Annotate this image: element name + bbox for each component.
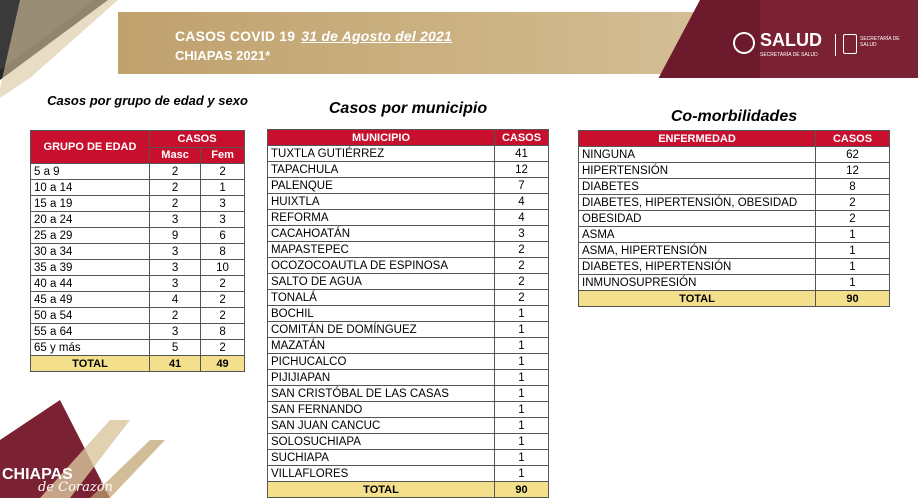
edad-fem-cell: 2 (201, 292, 245, 308)
table-row (579, 259, 890, 275)
comorbilidades-total-label: TOTAL (579, 291, 816, 307)
edad-group-cell: 15 a 19 (31, 196, 150, 212)
edad-fem-cell: 3 (201, 196, 245, 212)
comorbilidad-casos-cell: 62 (816, 147, 890, 163)
municipio-casos-cell: 2 (495, 242, 549, 258)
municipio-casos-cell: 1 (495, 466, 549, 482)
title-prefix: CASOS COVID 19 (175, 28, 296, 44)
table-row (31, 324, 245, 340)
chiapas-logo: CHIAPAS (2, 466, 73, 483)
edad-group-cell: 65 y más (31, 340, 150, 356)
municipio-total-row (268, 482, 549, 498)
municipio-name-cell: SUCHIAPA (268, 450, 495, 466)
edad-header-casos: CASOS (150, 131, 245, 148)
table-row (268, 418, 549, 434)
municipio-name-cell: SAN CRISTÓBAL DE LAS CASAS (268, 386, 495, 402)
edad-group-cell: 20 a 24 (31, 212, 150, 228)
table-row (268, 274, 549, 290)
edad-group-cell: 40 a 44 (31, 276, 150, 292)
municipio-name-cell: SAN FERNANDO (268, 402, 495, 418)
edad-section-title: Casos por grupo de edad y sexo (47, 93, 248, 108)
comorbilidad-casos-cell: 1 (816, 275, 890, 291)
municipio-name-cell: TONALÁ (268, 290, 495, 306)
table-row (268, 258, 549, 274)
municipio-casos-cell: 4 (495, 210, 549, 226)
table-row (579, 163, 890, 179)
comorbilidad-name-cell: NINGUNA (579, 147, 816, 163)
comorbilidad-casos-cell: 2 (816, 211, 890, 227)
edad-group-cell: 5 a 9 (31, 164, 150, 180)
edad-total-masc: 41 (150, 356, 201, 372)
edad-header-masc: Masc (150, 147, 201, 164)
comorbilidad-casos-cell: 1 (816, 227, 890, 243)
table-row (268, 354, 549, 370)
municipio-casos-cell: 1 (495, 354, 549, 370)
edad-fem-cell: 1 (201, 180, 245, 196)
comorbilidades-total-row (579, 291, 890, 307)
edad-group-cell: 55 a 64 (31, 324, 150, 340)
municipio-table (267, 129, 549, 498)
table-row (268, 338, 549, 354)
municipio-name-cell: CACAHOATÁN (268, 226, 495, 242)
table-row (31, 276, 245, 292)
edad-fem-cell: 2 (201, 164, 245, 180)
municipio-header-casos: CASOS (495, 130, 549, 146)
edad-masc-cell: 3 (150, 276, 201, 292)
edad-header-group: GRUPO DE EDAD (31, 131, 150, 164)
municipio-casos-cell: 41 (495, 146, 549, 162)
comorbilidad-casos-cell: 2 (816, 195, 890, 211)
municipio-casos-cell: 1 (495, 306, 549, 322)
edad-masc-cell: 2 (150, 180, 201, 196)
municipio-casos-cell: 3 (495, 226, 549, 242)
municipio-name-cell: MAPASTEPEC (268, 242, 495, 258)
municipio-casos-cell: 2 (495, 258, 549, 274)
table-row (31, 340, 245, 356)
municipio-total-label: TOTAL (268, 482, 495, 498)
report-title (175, 28, 452, 44)
comorbilidades-header-name: ENFERMEDAD (579, 131, 816, 147)
title-date: 31 de Agosto del 2021 (301, 28, 453, 44)
municipio-casos-cell: 4 (495, 194, 549, 210)
table-row (268, 162, 549, 178)
edad-table (30, 130, 245, 372)
table-row (268, 370, 549, 386)
municipio-section-title: Casos por municipio (328, 100, 488, 117)
report-subtitle: CHIAPAS 2021* (175, 48, 271, 63)
comorbilidad-casos-cell: 12 (816, 163, 890, 179)
edad-group-cell: 25 a 29 (31, 228, 150, 244)
municipio-name-cell: REFORMA (268, 210, 495, 226)
mexico-seal-icon (733, 32, 755, 54)
comorbilidad-name-cell: HIPERTENSIÓN (579, 163, 816, 179)
table-row (579, 243, 890, 259)
table-row (268, 178, 549, 194)
table-row (31, 292, 245, 308)
municipio-name-cell: SOLOSUCHIAPA (268, 434, 495, 450)
edad-group-cell: 35 a 39 (31, 260, 150, 276)
municipio-name-cell: TAPACHULA (268, 162, 495, 178)
edad-masc-cell: 4 (150, 292, 201, 308)
municipio-name-cell: COMITÁN DE DOMÍNGUEZ (268, 322, 495, 338)
edad-masc-cell: 5 (150, 340, 201, 356)
comorbilidad-casos-cell: 1 (816, 259, 890, 275)
edad-group-cell: 10 a 14 (31, 180, 150, 196)
edad-fem-cell: 6 (201, 228, 245, 244)
table-row (31, 260, 245, 276)
edad-fem-cell: 2 (201, 340, 245, 356)
edad-masc-cell: 3 (150, 324, 201, 340)
comorbilidades-header-casos: CASOS (816, 131, 890, 147)
municipio-name-cell: PALENQUE (268, 178, 495, 194)
municipio-casos-cell: 1 (495, 434, 549, 450)
municipio-name-cell: TUXTLA GUTIÉRREZ (268, 146, 495, 162)
comorbilidad-name-cell: DIABETES (579, 179, 816, 195)
table-row (268, 290, 549, 306)
municipio-casos-cell: 1 (495, 370, 549, 386)
comorbilidades-table (578, 130, 890, 307)
table-row (579, 195, 890, 211)
municipio-casos-cell: 1 (495, 418, 549, 434)
table-row (268, 402, 549, 418)
table-row (31, 228, 245, 244)
comorbilidad-casos-cell: 1 (816, 243, 890, 259)
municipio-casos-cell: 12 (495, 162, 549, 178)
municipio-name-cell: PIJIJIAPAN (268, 370, 495, 386)
municipio-name-cell: HUIXTLA (268, 194, 495, 210)
table-row (31, 212, 245, 228)
salud-brand-sub: SECRETARÍA DE SALUD (760, 52, 818, 58)
municipio-name-cell: VILLAFLORES (268, 466, 495, 482)
municipio-casos-cell: 2 (495, 290, 549, 306)
table-row (579, 147, 890, 163)
chiapas-shield-icon (843, 34, 857, 54)
edad-masc-cell: 9 (150, 228, 201, 244)
table-row (579, 227, 890, 243)
edad-group-cell: 45 a 49 (31, 292, 150, 308)
municipio-name-cell: BOCHIL (268, 306, 495, 322)
edad-masc-cell: 2 (150, 196, 201, 212)
comorbilidad-name-cell: ASMA (579, 227, 816, 243)
table-row (579, 275, 890, 291)
comorbilidad-name-cell: DIABETES, HIPERTENSIÓN (579, 259, 816, 275)
edad-fem-cell: 10 (201, 260, 245, 276)
table-row (268, 242, 549, 258)
comorbilidad-name-cell: INMUNOSUPRESIÓN (579, 275, 816, 291)
edad-header-fem: Fem (201, 147, 245, 164)
secretaria-label: SECRETARÍA DE SALUD (860, 36, 900, 48)
municipio-casos-cell: 1 (495, 322, 549, 338)
table-row (31, 164, 245, 180)
edad-masc-cell: 3 (150, 244, 201, 260)
municipio-name-cell: SALTO DE AGUA (268, 274, 495, 290)
table-row (268, 210, 549, 226)
edad-fem-cell: 2 (201, 276, 245, 292)
table-row (579, 211, 890, 227)
table-row (268, 434, 549, 450)
edad-masc-cell: 3 (150, 260, 201, 276)
table-row (579, 179, 890, 195)
table-row (268, 194, 549, 210)
edad-masc-cell: 3 (150, 212, 201, 228)
edad-total-label: TOTAL (31, 356, 150, 372)
salud-brand: SALUD (760, 30, 822, 50)
table-row (268, 306, 549, 322)
edad-masc-cell: 2 (150, 164, 201, 180)
brand-divider (835, 34, 836, 56)
chiapas-tagline: de Corazón (38, 480, 113, 495)
edad-fem-cell: 8 (201, 324, 245, 340)
municipio-casos-cell: 1 (495, 386, 549, 402)
municipio-name-cell: OCOZOCOAUTLA DE ESPINOSA (268, 258, 495, 274)
comorbilidad-name-cell: OBESIDAD (579, 211, 816, 227)
comorbilidades-section-title: Co-morbilidades (670, 108, 798, 125)
edad-total-row (31, 356, 245, 372)
comorbilidades-total-value: 90 (816, 291, 890, 307)
municipio-name-cell: PICHUCALCO (268, 354, 495, 370)
edad-group-cell: 30 a 34 (31, 244, 150, 260)
table-row (268, 146, 549, 162)
municipio-casos-cell: 2 (495, 274, 549, 290)
table-row (268, 386, 549, 402)
edad-total-fem: 49 (201, 356, 245, 372)
table-row (268, 322, 549, 338)
table-row (31, 196, 245, 212)
edad-fem-cell: 3 (201, 212, 245, 228)
header-banner (0, 0, 918, 78)
edad-fem-cell: 8 (201, 244, 245, 260)
municipio-total-value: 90 (495, 482, 549, 498)
table-row (268, 450, 549, 466)
municipio-name-cell: MAZATÁN (268, 338, 495, 354)
edad-group-cell: 50 a 54 (31, 308, 150, 324)
municipio-casos-cell: 7 (495, 178, 549, 194)
table-row (31, 308, 245, 324)
table-row (268, 226, 549, 242)
edad-masc-cell: 2 (150, 308, 201, 324)
municipio-header-name: MUNICIPIO (268, 130, 495, 146)
municipio-casos-cell: 1 (495, 450, 549, 466)
table-row (31, 244, 245, 260)
edad-fem-cell: 2 (201, 308, 245, 324)
municipio-casos-cell: 1 (495, 338, 549, 354)
comorbilidad-name-cell: ASMA, HIPERTENSIÓN (579, 243, 816, 259)
municipio-name-cell: SAN JUAN CANCUC (268, 418, 495, 434)
comorbilidad-name-cell: DIABETES, HIPERTENSIÓN, OBESIDAD (579, 195, 816, 211)
table-row (31, 180, 245, 196)
municipio-casos-cell: 1 (495, 402, 549, 418)
comorbilidad-casos-cell: 8 (816, 179, 890, 195)
table-row (268, 466, 549, 482)
